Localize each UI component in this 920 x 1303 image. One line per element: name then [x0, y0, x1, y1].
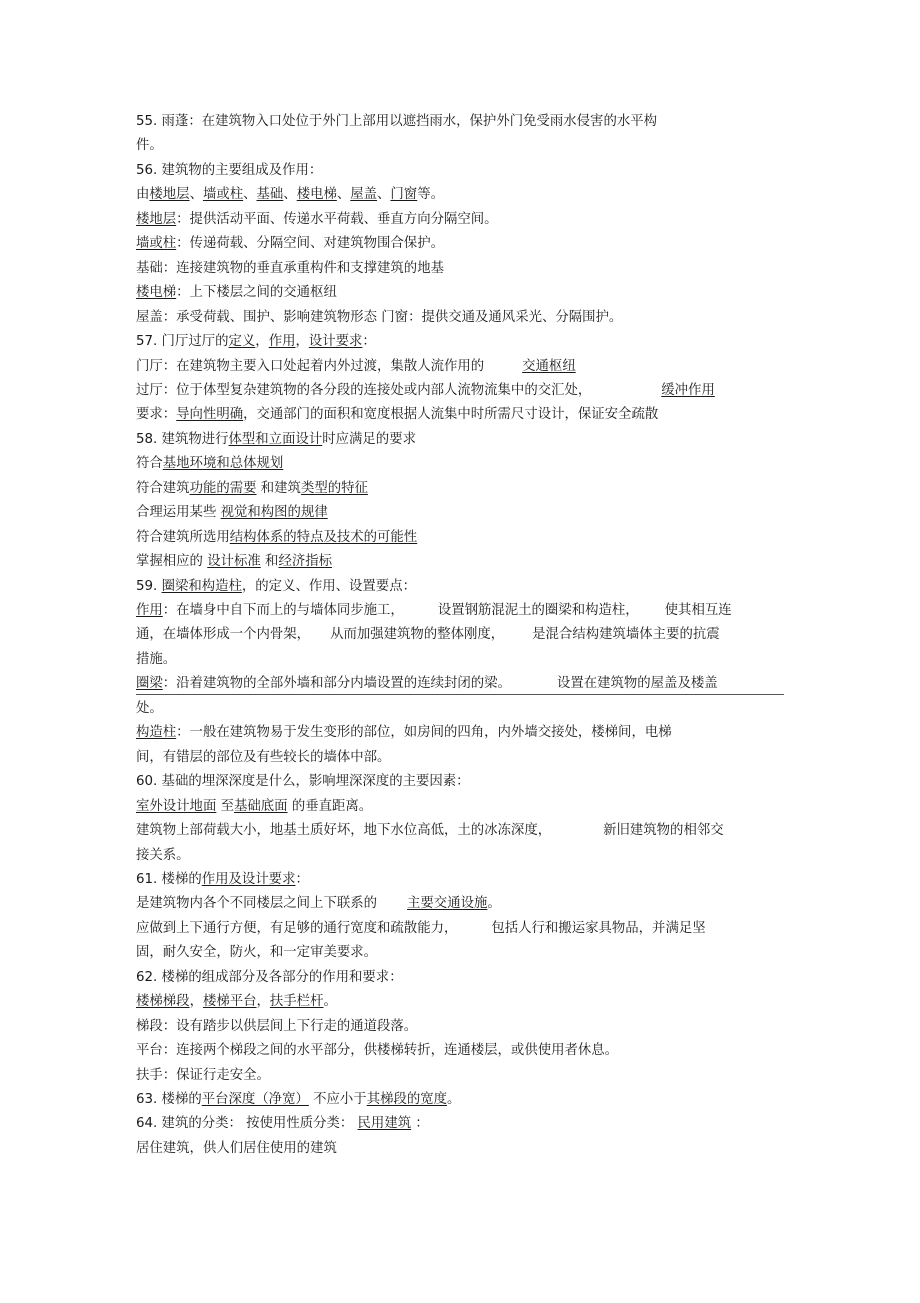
- underlined-term: 缓冲作用: [661, 382, 715, 398]
- text-run: 、: [189, 187, 203, 203]
- text-run: 门厅：在建筑物主要入口处起着内外过渡，集散人流作用的: [136, 358, 485, 374]
- text-run: ：传递荷载、分隔空间、对建筑物围合保护。: [176, 236, 444, 252]
- text-run: 通，在墙体形成一个内骨架，: [136, 627, 311, 643]
- text-run: ：沿着建筑物的全部外墙和部分内墙设置的连续封闭的梁。: [162, 676, 511, 692]
- text-run: 的垂直距离。: [287, 798, 373, 814]
- text-run: 措施。: [136, 651, 177, 667]
- text-line: [136, 798, 372, 816]
- text-run: 包括人行和搬运家具物品，并满足坚: [491, 920, 706, 936]
- text-run: 61. 楼梯的: [136, 871, 202, 887]
- text-run: 设置在建筑物的屋盖及楼盖: [556, 676, 718, 692]
- underlined-term: 结构体系的特点及技术的可能性: [229, 529, 418, 545]
- text-line: [136, 651, 176, 669]
- underlined-term: 作用: [136, 603, 163, 618]
- underlined-term: 定义: [228, 334, 256, 349]
- horizontal-rule: [136, 694, 784, 695]
- underlined-term: 类型的特征: [300, 480, 368, 496]
- text-run: 梯段：设有踏步以供层间上下行走的通道段落。: [136, 1018, 418, 1034]
- underlined-term: 基础底面: [234, 798, 288, 814]
- text-run: ，: [189, 994, 203, 1010]
- text-line: [136, 431, 416, 449]
- underlined-term: 构造柱: [136, 725, 177, 741]
- text-run: 使其相互连: [664, 603, 732, 618]
- underlined-term: 民用建筑: [357, 1116, 412, 1132]
- text-line: [136, 186, 444, 204]
- text-run: 过厅：位于体型复杂建筑物的各分段的连接处或内部人流物流集中的交汇处，: [136, 382, 592, 398]
- text-line: [136, 113, 657, 131]
- underlined-term: 门窗: [390, 187, 418, 203]
- text-line: [136, 871, 309, 889]
- text-run: 。: [447, 1092, 461, 1107]
- underlined-term: 室外设计地面: [136, 798, 217, 814]
- text-run: ：一般在建筑物易于发生变形的部位，如房间的四角，内外墙交接处，楼梯间，电梯: [176, 725, 672, 741]
- text-line: [136, 749, 390, 767]
- text-run: 、: [283, 187, 297, 203]
- text-run: 时应满足的要求: [322, 431, 416, 447]
- underlined-term: 圈梁: [136, 676, 163, 692]
- text-line: [136, 602, 732, 620]
- text-line: [136, 1140, 337, 1158]
- underlined-term: 楼电梯: [136, 285, 177, 301]
- text-run: 掌握相应的: [136, 554, 208, 570]
- text-run: ：上下楼层之间的交通枢纽: [176, 285, 337, 301]
- underlined-term: 体型和立面设计: [228, 431, 323, 447]
- text-line: [136, 309, 622, 327]
- text-run: 要求：: [136, 407, 177, 423]
- text-run: 居住建筑，供人们居住使用的建筑: [136, 1140, 337, 1156]
- text-run: ：在墙身中自下而上的与墙体同步施工，: [162, 603, 404, 618]
- text-line: [136, 1091, 460, 1109]
- text-run: ，: [256, 994, 270, 1010]
- text-line: [136, 773, 470, 791]
- text-run: 64. 建筑的分类： 按使用性质分类：: [136, 1116, 358, 1132]
- text-run: 。: [323, 994, 337, 1010]
- underlined-term: 楼地层: [149, 187, 190, 203]
- text-line: [136, 1042, 618, 1060]
- underlined-term: 楼梯梯段: [136, 994, 190, 1010]
- text-run: 59.: [136, 578, 162, 594]
- text-run: 设置钢筋混泥土的圈梁和构造柱，: [437, 603, 639, 618]
- text-run: 、: [377, 187, 391, 203]
- text-line: [136, 284, 337, 302]
- text-run: 62. 楼梯的组成部分及各部分的作用和要求：: [136, 969, 403, 985]
- text-run: ，: [255, 334, 269, 349]
- text-run: 55. 雨蓬：在建筑物入口处位于外门上部用以遮挡雨水，保护外门免受雨水侵害的水平构: [136, 114, 658, 129]
- text-line: [136, 1018, 417, 1036]
- text-run: 新旧建筑物的相邻交: [603, 823, 724, 838]
- text-run: 由: [136, 187, 150, 203]
- text-run: ：: [362, 334, 376, 349]
- underlined-term: 墙或柱: [202, 187, 244, 203]
- text-line: [136, 358, 576, 376]
- text-run: 63. 楼梯的: [136, 1092, 202, 1107]
- text-line: [136, 822, 724, 840]
- text-line: [136, 553, 332, 571]
- text-run: 处。: [136, 700, 163, 716]
- text-run: 符合建筑: [136, 480, 190, 496]
- underlined-term: 其梯段的宽度: [366, 1092, 448, 1107]
- text-line: [136, 211, 498, 229]
- text-run: 等。: [417, 187, 444, 203]
- text-run: 固，耐久安全，防火，和一定审美要求。: [136, 945, 378, 961]
- text-line: [136, 969, 403, 987]
- text-run: ，交通部门的面积和宽度根据人流集中时所需尺寸设计，保证安全疏散: [243, 407, 659, 423]
- underlined-term: 设计要求: [308, 334, 363, 349]
- underlined-term: 设计标准: [207, 554, 261, 570]
- text-run: ，的定义、作用、设置要点：: [241, 578, 416, 594]
- text-run: 57. 门厅过厅的: [136, 334, 229, 349]
- text-run: 56. 建筑物的主要组成及作用：: [136, 162, 323, 178]
- underlined-term: 圈梁和构造柱: [161, 578, 242, 594]
- text-line: [136, 993, 337, 1011]
- text-line: [136, 944, 377, 962]
- underlined-term: 扶手栏杆: [269, 994, 324, 1010]
- text-run: ：提供活动平面、传递水平荷载、垂直方向分隔空间。: [176, 211, 498, 227]
- text-line: [136, 920, 706, 938]
- text-run: 。: [487, 896, 501, 912]
- underlined-term: 视觉和构图的规律: [220, 505, 328, 521]
- text-run: 60. 基础的埋深深度是什么，影响埋深深度的主要因素：: [136, 774, 470, 790]
- underlined-term: 作用: [268, 334, 296, 349]
- text-line: [136, 626, 720, 644]
- text-run: 基础：连接建筑物的垂直承重构件和支撑建筑的地基: [136, 260, 444, 276]
- text-run: 、: [336, 187, 351, 203]
- text-run: 、: [243, 187, 257, 203]
- underlined-term: 屋盖: [350, 187, 378, 203]
- underlined-term: 楼地层: [136, 211, 177, 227]
- text-run: 合理运用某些: [136, 505, 221, 521]
- text-run: 是混合结构建筑墙体主要的抗震: [532, 627, 720, 643]
- text-run: 和建筑: [256, 480, 301, 496]
- text-run: 符合建筑所选用: [136, 529, 230, 545]
- text-run: 不应小于: [308, 1092, 367, 1107]
- text-line: [136, 260, 444, 278]
- text-line: [136, 382, 715, 400]
- text-run: 从而加强建筑物的整体刚度，: [330, 627, 505, 643]
- text-run: ：: [411, 1116, 429, 1132]
- underlined-term: 作用及设计要求: [201, 871, 296, 887]
- text-line: [136, 333, 376, 351]
- text-line: [136, 700, 163, 718]
- text-line: [136, 895, 501, 913]
- text-run: 间，有错层的部位及有些较长的墙体中部。: [136, 749, 391, 765]
- text-run: 符合: [136, 456, 163, 472]
- text-run: 屋盖：承受荷载、围护、影响建筑物形态 门窗：提供交通及通风采光、分隔围护。: [136, 309, 623, 325]
- text-line: [136, 235, 444, 253]
- underlined-term: 导向性明确: [176, 407, 244, 423]
- text-line: [136, 529, 417, 547]
- text-line: [136, 480, 368, 498]
- text-line: [136, 1115, 429, 1133]
- text-line: [136, 724, 672, 742]
- underlined-term: 楼电梯: [296, 187, 337, 203]
- text-run: 和: [260, 554, 279, 570]
- underlined-term: 功能的需要: [189, 480, 257, 496]
- text-run: 是建筑物内各个不同楼层之间上下联系的: [136, 896, 378, 912]
- underlined-term: 主要交通设施: [407, 896, 488, 912]
- text-run: 扶手：保证行走安全。: [136, 1067, 270, 1083]
- underlined-term: 墙或柱: [136, 236, 177, 252]
- text-line: [136, 675, 718, 693]
- text-run: 件。: [136, 138, 163, 154]
- text-run: 接关系。: [136, 847, 190, 863]
- text-line: [136, 406, 658, 424]
- text-run: 至: [216, 798, 234, 814]
- underlined-term: 楼梯平台: [202, 994, 257, 1010]
- underlined-term: 平台深度（净宽）: [201, 1092, 309, 1107]
- text-line: [136, 455, 283, 473]
- underlined-term: 基础: [256, 187, 284, 203]
- text-run: ：: [295, 871, 309, 887]
- underlined-term: 经济指标: [278, 554, 332, 570]
- text-run: 建筑物上部荷载大小，地基土质好坏，地下水位高低，土的冰冻深度，: [136, 823, 552, 838]
- text-run: ，: [295, 334, 309, 349]
- text-line: [136, 162, 322, 180]
- text-line: [136, 847, 190, 865]
- underlined-term: 基地环境和总体规划: [162, 456, 284, 472]
- text-run: 平台：连接两个梯段之间的水平部分，供楼梯转折，连通楼层，或供使用者休息。: [136, 1043, 619, 1059]
- text-line: [136, 1067, 270, 1085]
- text-run: 58. 建筑物进行: [136, 431, 229, 447]
- text-line: [136, 137, 163, 155]
- text-line: [136, 578, 416, 596]
- text-line: [136, 504, 328, 522]
- text-run: 应做到上下通行方便，有足够的通行宽度和疏散能力，: [136, 920, 458, 936]
- underlined-term: 交通枢纽: [522, 358, 576, 374]
